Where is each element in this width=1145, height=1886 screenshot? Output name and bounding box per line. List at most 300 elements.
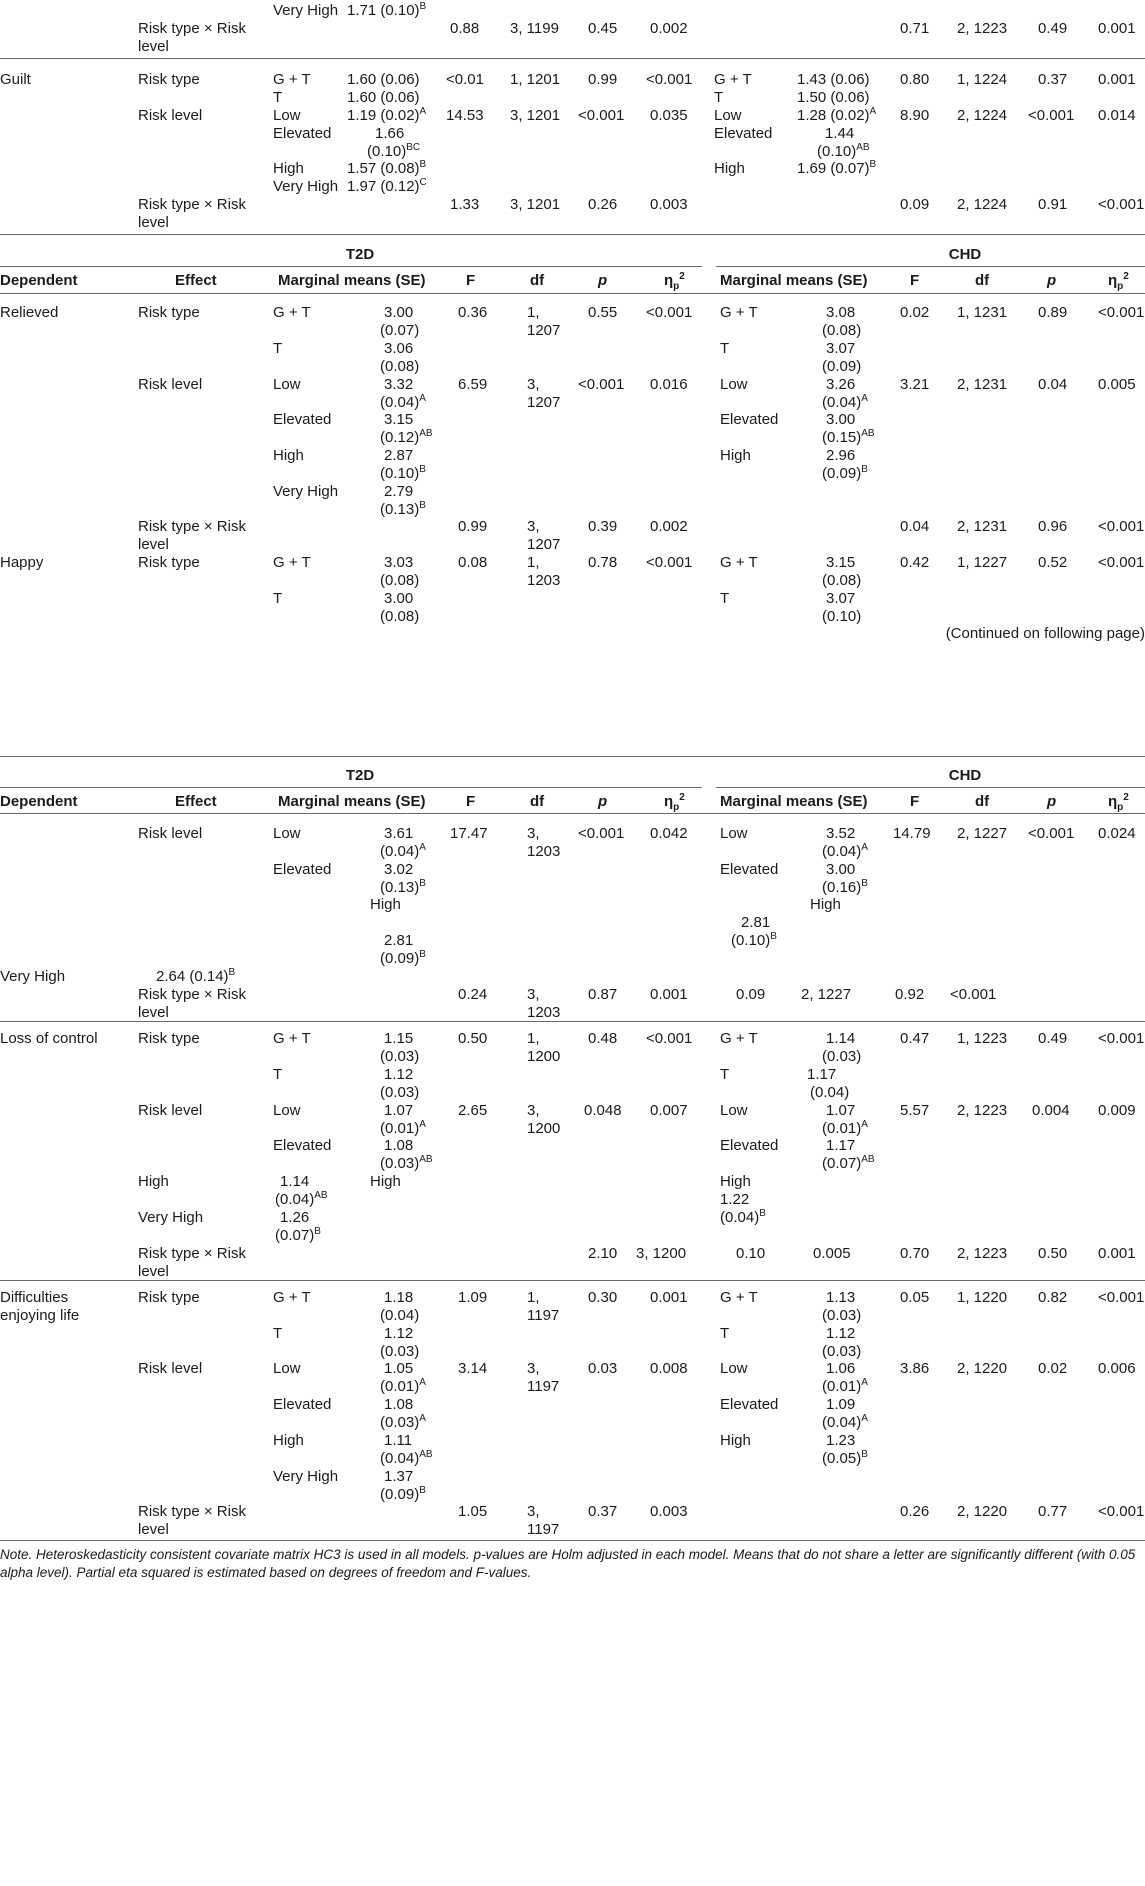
cell-level: G + T [273, 554, 311, 571]
cell-p: 0.52 [1038, 554, 1068, 571]
cell-effect: Risk type × Risk [138, 1245, 246, 1262]
cell-mm: 1.23 [826, 1432, 856, 1449]
cell-level: G + T [273, 304, 311, 321]
cell-mm: 3.07 [826, 590, 856, 607]
cell-mm: (0.08) [380, 572, 420, 589]
row-divider [0, 58, 1145, 59]
header-df: df [975, 793, 990, 810]
cell-effect: level [138, 1263, 169, 1280]
cell-p: 0.82 [1038, 1289, 1068, 1306]
cell-mm: 1.07 [826, 1102, 856, 1119]
cell-level: High [810, 896, 841, 913]
cell-effect: Risk level [138, 107, 203, 124]
cell-df: 1, [527, 554, 540, 571]
cell-p: 0.04 [1038, 376, 1068, 393]
cell-level: Low [273, 1360, 301, 1377]
cell-mm: 1.60 (0.06) [347, 89, 420, 106]
header-chd: CHD [948, 767, 982, 784]
cell-eta: 0.016 [650, 376, 688, 393]
cell-p: 0.87 [588, 986, 618, 1003]
cell-mm: 3.52 [826, 825, 856, 842]
cell-level: T [720, 340, 730, 357]
cell-df: 3, [527, 1102, 540, 1119]
cell-f: 0.99 [458, 518, 488, 535]
cell-level: Low [273, 107, 301, 124]
cell-f: 3.21 [900, 376, 930, 393]
cell-f: 0.08 [458, 554, 488, 571]
cell-mm: 1.07 [384, 1102, 414, 1119]
cell-df: 2, 1220 [957, 1503, 1008, 1520]
cell-mm: $(0.01)^A$ [380, 1119, 426, 1137]
cell-df: 3, 1201 [510, 107, 561, 124]
cell-level: High [370, 896, 401, 913]
cell-level: G + T [273, 1030, 311, 1047]
header-t2d: T2D [345, 767, 375, 784]
cell-effect: level [138, 38, 169, 55]
cell-mm: 1.17 [807, 1066, 837, 1083]
cell-mm: (0.03) [822, 1048, 862, 1065]
cell-mm: $(0.16)^B$ [822, 878, 868, 896]
cell-eta: <0.001 [1098, 1503, 1145, 1520]
cell-effect: Risk level [138, 825, 203, 842]
header-df: df [530, 272, 545, 289]
cell-mm: 1.71 $(0.10)^B$ [347, 1, 427, 19]
cell-dependent: Guilt [0, 71, 31, 88]
cell-mm: 1.60 (0.06) [347, 71, 420, 88]
cell-mm: $(0.04)^{AB}$ [275, 1190, 328, 1208]
header-f: F [910, 272, 920, 289]
cell-mm: 3.61 [384, 825, 414, 842]
cell-mm: $(0.04)^B$ [720, 1208, 766, 1226]
cell-p: 0.30 [588, 1289, 618, 1306]
cell-mm: 1.06 [826, 1360, 856, 1377]
cell-p: 0.77 [1038, 1503, 1068, 1520]
header-p: p [1047, 272, 1057, 289]
cell-mm: 3.00 [384, 590, 414, 607]
cell-mm: 1.57 $(0.08)^B$ [347, 159, 427, 177]
cell-level: G + T [714, 71, 752, 88]
cell-eta: 0.042 [650, 825, 688, 842]
cell-df: 2, 1224 [957, 107, 1008, 124]
cell-mm: (0.08) [380, 358, 420, 375]
cell-p: 0.37 [588, 1503, 618, 1520]
cell-f: 3.86 [900, 1360, 930, 1377]
header-p: p [598, 793, 608, 810]
cell-mm: 1.43 (0.06) [797, 71, 870, 88]
cell-mm: $(0.07)^{AB}$ [822, 1154, 875, 1172]
cell-effect: Risk type [138, 71, 200, 88]
cell-eta: 0.001 [650, 1289, 688, 1306]
cell-p: 0.49 [1038, 1030, 1068, 1047]
cell-df: 3, [527, 376, 540, 393]
cell-level: G + T [273, 1289, 311, 1306]
cell-level: Very High [273, 2, 339, 19]
cell-level: G + T [720, 1289, 758, 1306]
row-divider [0, 1021, 1145, 1022]
cell-effect: Risk type × Risk [138, 20, 246, 37]
row-divider [0, 1280, 1145, 1281]
cell-eta: 0.006 [1098, 1360, 1136, 1377]
header-group-rule [0, 787, 702, 788]
cell-level: T [714, 89, 724, 106]
cell-df: 2, 1223 [957, 1102, 1008, 1119]
cell-effect: Risk level [138, 1102, 203, 1119]
cell-f: 0.42 [900, 554, 930, 571]
cell-f: 2.10 [588, 1245, 618, 1262]
cell-df: 2, 1227 [957, 825, 1008, 842]
cell-mm: 1.44 [825, 125, 855, 142]
header-marginal-means: Marginal means (SE) [720, 793, 868, 810]
cell-level: High [273, 160, 304, 177]
header-group-rule [0, 266, 702, 267]
cell-f: 0.70 [900, 1245, 930, 1262]
cell-mm: 1.08 [384, 1396, 414, 1413]
cell-df: 3, 1200 [636, 1245, 687, 1262]
cell-mm: 3.15 [826, 554, 856, 571]
cell-mm: 2.64 $(0.14)^B$ [156, 967, 236, 985]
cell-mm: (0.03) [380, 1084, 420, 1101]
cell-p: 0.37 [1038, 71, 1068, 88]
cell-level: Very High [273, 483, 339, 500]
cell-p: 0.55 [588, 304, 618, 321]
cell-eta: 0.001 [1098, 71, 1136, 88]
cell-mm: 1.66 [375, 125, 405, 142]
cell-f: 1.09 [458, 1289, 488, 1306]
cell-df: 1, 1201 [510, 71, 561, 88]
cell-level: Low [273, 1102, 301, 1119]
cell-mm: 3.08 [826, 304, 856, 321]
cell-mm: 2.79 [384, 483, 414, 500]
cell-mm: (0.08) [822, 322, 862, 339]
cell-p: 0.91 [1038, 196, 1068, 213]
cell-f: 0.50 [458, 1030, 488, 1047]
cell-f: 14.79 [893, 825, 931, 842]
cell-mm: 3.00 [826, 861, 856, 878]
cell-f: 1.33 [450, 196, 480, 213]
cell-f: 0.24 [458, 986, 488, 1003]
header-df: df [530, 793, 545, 810]
cell-mm: 1.19 $(0.02)^A$ [347, 106, 427, 124]
cell-eta: 0.005 [813, 1245, 851, 1262]
cell-df: 2, 1224 [957, 196, 1008, 213]
cell-level: T [720, 1325, 730, 1342]
cell-eta: <0.001 [1098, 1289, 1145, 1306]
header-bottom-rule [0, 813, 1145, 814]
cell-df: 1203 [527, 1004, 561, 1021]
cell-eta: <0.001 [1098, 554, 1145, 571]
cell-effect: Risk level [138, 1360, 203, 1377]
cell-f: 0.04 [900, 518, 930, 535]
cell-eta: <0.001 [1098, 518, 1145, 535]
cell-f: 0.71 [900, 20, 930, 37]
cell-p: 0.48 [588, 1030, 618, 1047]
cell-p: 0.26 [588, 196, 618, 213]
cell-df: 1, 1227 [957, 554, 1008, 571]
cell-mm: 1.13 [826, 1289, 856, 1306]
cell-p: 0.02 [1038, 1360, 1068, 1377]
cell-df: 3, [527, 518, 540, 535]
cell-level: T [720, 590, 730, 607]
cell-df: 3, [527, 986, 540, 1003]
header-marginal-means: Marginal means (SE) [720, 272, 868, 289]
cell-mm: 1.05 [384, 1360, 414, 1377]
cell-df: 2, 1223 [957, 20, 1008, 37]
cell-df: 1203 [527, 572, 561, 589]
cell-level: Elevated [720, 1137, 779, 1154]
cell-level: Elevated [714, 125, 773, 142]
cell-eta: 0.009 [1098, 1102, 1136, 1119]
cell-level: High [273, 447, 304, 464]
cell-eta: <0.001 [646, 71, 693, 88]
cell-mm: (0.04) [380, 1307, 420, 1324]
header-eta: $\eta_p^2$ [1108, 271, 1129, 292]
cell-f: 17.47 [450, 825, 488, 842]
cell-level: High [714, 160, 745, 177]
cell-p: 0.99 [588, 71, 618, 88]
cell-mm: $(0.07)^B$ [275, 1226, 321, 1244]
cell-mm: (0.07) [380, 322, 420, 339]
cell-eta: <0.001 [950, 986, 997, 1003]
cell-level: Elevated [720, 1396, 779, 1413]
cell-p: 0.96 [1038, 518, 1068, 535]
cell-mm: $(0.15)^{AB}$ [822, 428, 875, 446]
cell-df: 1203 [527, 843, 561, 860]
cell-mm: 1.18 [384, 1289, 414, 1306]
header-chd: CHD [948, 246, 982, 263]
cell-mm: 3.07 [826, 340, 856, 357]
cell-mm: 3.02 [384, 861, 414, 878]
cell-f: 0.88 [450, 20, 480, 37]
cell-level: High [370, 1173, 401, 1190]
cell-effect: level [138, 536, 169, 553]
cell-eta: 0.014 [1098, 107, 1136, 124]
cell-df: 1197 [527, 1521, 560, 1538]
table-bottom-rule [0, 1540, 1145, 1541]
cell-level: T [273, 340, 283, 357]
cell-mm: $(0.12)^{AB}$ [380, 428, 433, 446]
cell-f: 3.14 [458, 1360, 488, 1377]
cell-dependent: Happy [0, 554, 44, 571]
cell-mm: 3.06 [384, 340, 414, 357]
cell-mm: 2.96 [826, 447, 856, 464]
cell-f: 1.05 [458, 1503, 488, 1520]
cell-effect: level [138, 214, 169, 231]
header-f: F [910, 793, 920, 810]
cell-level: High [720, 1432, 751, 1449]
cell-level: High [720, 1173, 751, 1190]
cell-f: 0.02 [900, 304, 930, 321]
cell-mm: $(0.09)^B$ [380, 949, 426, 967]
cell-f: 0.09 [900, 196, 930, 213]
cell-p: 0.49 [1038, 20, 1068, 37]
cell-level: Very High [273, 178, 339, 195]
cell-f: 6.59 [458, 376, 488, 393]
table-note: Note. Heteroskedasticity consistent covariate matrix HC3 is used in all models. p-values are Holm adjusted in each model. Means that do not share a letter are significantly different (with 0.05 alpha level). Partial eta squared is estimated based on degrees of freedom and F-values. [0, 1547, 1136, 1580]
cell-eta: <0.001 [646, 554, 693, 571]
cell-eta: 0.003 [650, 1503, 688, 1520]
header-p: p [598, 272, 608, 289]
header-dependent: Dependent [0, 793, 78, 810]
cell-mm: 1.11 [384, 1432, 413, 1449]
cell-mm: $(0.04)^{AB}$ [380, 1449, 433, 1467]
cell-df: 1, [527, 304, 540, 321]
cell-level: Very High [273, 1468, 339, 1485]
cell-mm: (0.10) [822, 608, 862, 625]
cell-effect: Risk type × Risk [138, 1503, 246, 1520]
cell-level: Low [273, 376, 301, 393]
cell-level: Elevated [273, 411, 332, 428]
cell-level: Low [720, 376, 748, 393]
cell-mm: $(0.13)^B$ [380, 500, 426, 518]
header-f: F [466, 793, 476, 810]
cell-mm: (0.08) [380, 608, 420, 625]
header-effect: Effect [175, 272, 217, 289]
cell-p: 0.39 [588, 518, 618, 535]
cell-level: High [138, 1173, 169, 1190]
cell-df: 3, [527, 825, 540, 842]
cell-df: 1207 [527, 394, 561, 411]
header-eta: $\eta_p^2$ [664, 792, 685, 813]
header-bottom-rule [0, 293, 1145, 294]
cell-p: 0.004 [1032, 1102, 1070, 1119]
cell-df: 1197 [527, 1378, 560, 1395]
cell-mm: 1.28 $(0.02)^A$ [797, 106, 877, 124]
cell-mm: 2.81 [741, 914, 771, 931]
cell-mm: 3.03 [384, 554, 414, 571]
cell-level: Low [720, 825, 748, 842]
header-p: p [1047, 793, 1057, 810]
cell-mm: 1.17 [826, 1137, 856, 1154]
cell-mm: $(0.09)^B$ [380, 1485, 426, 1503]
cell-level: Elevated [273, 125, 332, 142]
cell-f: 8.90 [900, 107, 930, 124]
cell-f: 0.80 [900, 71, 930, 88]
cell-eta: <0.001 [1098, 304, 1145, 321]
cell-eta: <0.001 [1098, 196, 1145, 213]
cell-mm: $(0.10)^{AB}$ [817, 142, 870, 160]
cell-mm: 2.81 [384, 932, 414, 949]
cell-level: T [720, 1066, 730, 1083]
cell-mm: 3.00 [384, 304, 414, 321]
cell-eta: <0.001 [646, 1030, 693, 1047]
cell-mm: 1.50 (0.06) [797, 89, 870, 106]
cell-dependent: enjoying life [0, 1307, 80, 1324]
cell-mm: 1.08 [384, 1137, 414, 1154]
cell-effect: Risk type [138, 554, 200, 571]
cell-p: 0.10 [736, 1245, 766, 1262]
cell-level: T [273, 89, 283, 106]
cell-dependent: Difficulties [0, 1289, 69, 1306]
cell-mm: 1.22 [720, 1191, 750, 1208]
cell-eta: 0.008 [650, 1360, 688, 1377]
cell-mm: 3.15 [384, 411, 414, 428]
cell-p: <0.001 [1028, 825, 1075, 842]
cell-level: T [273, 1066, 283, 1083]
cell-mm: 1.12 [384, 1066, 414, 1083]
cell-df: 1197 [527, 1307, 560, 1324]
cell-level: Elevated [720, 861, 779, 878]
cell-p: 0.50 [1038, 1245, 1068, 1262]
header-group-rule [716, 787, 1145, 788]
cell-p: <0.001 [1028, 107, 1075, 124]
cell-mm: 1.14 [280, 1173, 310, 1190]
cell-mm: $(0.01)^A$ [380, 1377, 426, 1395]
header-df: df [975, 272, 990, 289]
header-effect: Effect [175, 793, 217, 810]
cell-p: <0.001 [578, 107, 625, 124]
cell-level: High [273, 1432, 304, 1449]
cell-level: G + T [720, 554, 758, 571]
cell-mm: $(0.01)^A$ [822, 1377, 868, 1395]
cell-mm: (0.09) [822, 358, 862, 375]
cell-level: Elevated [273, 1137, 332, 1154]
cell-df: 2, 1227 [801, 986, 852, 1003]
cell-mm: $(0.13)^B$ [380, 878, 426, 896]
cell-effect: Risk type [138, 1030, 200, 1047]
cell-mm: $(0.03)^A$ [380, 1413, 426, 1431]
header-eta: $\eta_p^2$ [664, 271, 685, 292]
cell-df: 1207 [527, 536, 561, 553]
header-f: F [466, 272, 476, 289]
cell-level: Very High [0, 968, 66, 985]
cell-df: 3, 1199 [510, 20, 559, 37]
cell-mm: $(0.10)^{BC}$ [367, 142, 421, 160]
cell-df: 1, 1220 [957, 1289, 1008, 1306]
cell-df: 1207 [527, 322, 561, 339]
cell-df: 2, 1231 [957, 518, 1008, 535]
cell-df: 1200 [527, 1048, 561, 1065]
cell-level: G + T [720, 304, 758, 321]
cell-df: 2, 1231 [957, 376, 1008, 393]
cell-mm: $(0.04)^A$ [822, 1413, 868, 1431]
cell-mm: (0.03) [380, 1048, 420, 1065]
cell-df: 1, [527, 1289, 540, 1306]
cell-effect: Risk type × Risk [138, 518, 246, 535]
cell-mm: $(0.01)^A$ [822, 1119, 868, 1137]
header-marginal-means: Marginal means (SE) [278, 793, 426, 810]
cell-p: 0.92 [895, 986, 925, 1003]
cell-df: 1, 1223 [957, 1030, 1008, 1047]
cell-effect: Risk type [138, 1289, 200, 1306]
cell-effect: level [138, 1521, 169, 1538]
cell-df: 1, 1224 [957, 71, 1008, 88]
continued-label: (Continued on following page) [945, 625, 1145, 642]
cell-df: 2, 1220 [957, 1360, 1008, 1377]
cell-mm: 3.32 [384, 376, 414, 393]
cell-p: 0.048 [584, 1102, 622, 1119]
cell-eta: 0.035 [650, 107, 688, 124]
cell-level: G + T [720, 1030, 758, 1047]
cell-mm: 1.12 [384, 1325, 414, 1342]
cell-p: <0.001 [578, 376, 625, 393]
header-t2d: T2D [345, 246, 375, 263]
cell-level: Low [720, 1102, 748, 1119]
cell-eta: 0.002 [650, 518, 688, 535]
cell-mm: (0.03) [380, 1343, 420, 1360]
header-marginal-means: Marginal means (SE) [278, 272, 426, 289]
cell-mm: $(0.05)^B$ [822, 1449, 868, 1467]
cell-mm: (0.03) [822, 1307, 862, 1324]
cell-f: 14.53 [446, 107, 484, 124]
cell-df: 3, [527, 1503, 540, 1520]
cell-mm: $(0.04)^A$ [822, 842, 868, 860]
cell-mm: 3.00 [826, 411, 856, 428]
cell-f: 0.36 [458, 304, 488, 321]
cell-effect: Risk level [138, 376, 203, 393]
cell-f: 0.09 [736, 986, 766, 1003]
cell-level: Low [720, 1360, 748, 1377]
cell-mm: $(0.04)^A$ [380, 393, 426, 411]
